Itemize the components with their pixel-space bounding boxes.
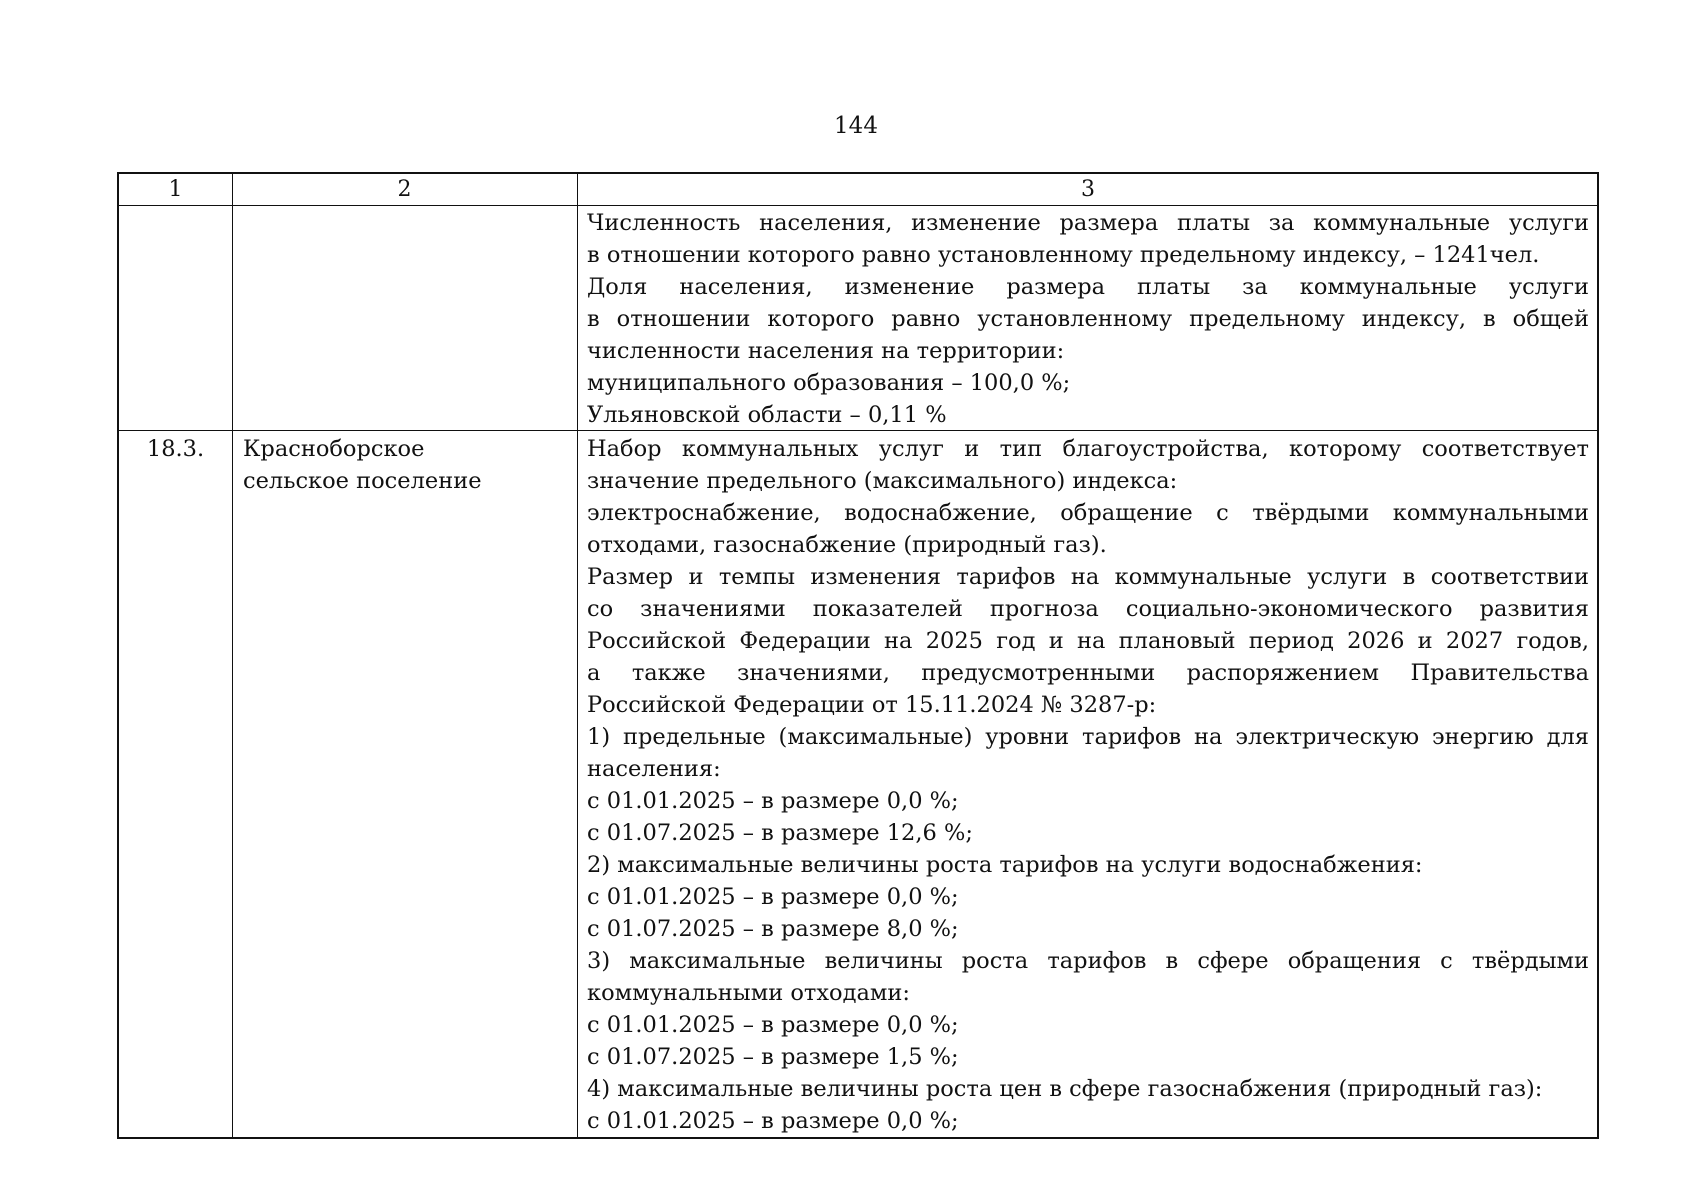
row2-settlement-name: [243, 433, 568, 497]
text-line: 3) максимальные величины роста тарифов в сфере обращения с твёрдыми: [587, 948, 1589, 974]
text-line: Доля населения, изменение размера платы за коммунальные услуги: [587, 274, 1589, 300]
text-line: сельское поселение: [243, 468, 482, 494]
text-line: в отношении которого равно установленному предельному индексу, в общей: [587, 306, 1589, 332]
column-divider: [577, 174, 578, 1137]
text-line: отходами, газоснабжение (природный газ).: [587, 532, 1107, 558]
text-line: Набор коммунальных услуг и тип благоустройства, которому соответствует: [587, 436, 1589, 462]
tariff-table: [117, 172, 1599, 1139]
text-line: 2) максимальные величины роста тарифов на услуги водоснабжения:: [587, 852, 1423, 878]
text-line: Российской Федерации от 15.11.2024 № 3287-р:: [587, 692, 1157, 718]
text-line: населения:: [587, 756, 721, 782]
text-line: с 01.01.2025 – в размере 0,0 %;: [587, 1012, 959, 1038]
text-line: с 01.01.2025 – в размере 0,0 %;: [587, 788, 959, 814]
page-number: 144: [834, 113, 878, 139]
row2-description: [587, 433, 1589, 1137]
column-header-2: 2: [397, 177, 412, 202]
text-line: с 01.07.2025 – в размере 1,5 %;: [587, 1044, 959, 1070]
text-line: муниципального образования – 100,0 %;: [587, 370, 1071, 396]
text-line: значение предельного (максимального) индекса:: [587, 468, 1178, 494]
text-line: с 01.07.2025 – в размере 12,6 %;: [587, 820, 973, 846]
column-header-3: 3: [1081, 177, 1095, 202]
text-line: 4) максимальные величины роста цен в сфере газоснабжения (природный газ):: [587, 1076, 1543, 1102]
text-line: 1) предельные (максимальные) уровни тарифов на электрическую энергию для: [587, 724, 1589, 750]
text-line: с 01.07.2025 – в размере 8,0 %;: [587, 916, 959, 942]
text-line: Ульяновской области – 0,11 %: [587, 402, 947, 428]
row1-description: [587, 207, 1589, 431]
text-line: с 01.01.2025 – в размере 0,0 %;: [587, 1108, 959, 1134]
column-header-1: 1: [168, 177, 183, 202]
text-line: Российской Федерации на 2025 год и на плановый период 2026 и 2027 годов,: [587, 628, 1589, 654]
text-line: коммунальными отходами:: [587, 980, 910, 1006]
row-divider: [119, 205, 1597, 206]
text-line: численности населения на территории:: [587, 338, 1065, 364]
text-line: со значениями показателей прогноза социально-экономического развития: [587, 596, 1589, 622]
row2-number: 18.3.: [146, 436, 205, 462]
text-line: электроснабжение, водоснабжение, обращение с твёрдыми коммунальными: [587, 500, 1589, 526]
text-line: Численность населения, изменение размера платы за коммунальные услуги: [587, 210, 1589, 236]
column-divider: [232, 174, 233, 1137]
text-line: а также значениями, предусмотренными распоряжением Правительства: [587, 660, 1589, 686]
text-line: Размер и темпы изменения тарифов на коммунальные услуги в соответствии: [587, 564, 1589, 590]
text-line: Красноборское: [243, 436, 425, 462]
text-line: с 01.01.2025 – в размере 0,0 %;: [587, 884, 959, 910]
text-line: в отношении которого равно установленному предельному индексу, – 1241чел.: [587, 242, 1540, 268]
